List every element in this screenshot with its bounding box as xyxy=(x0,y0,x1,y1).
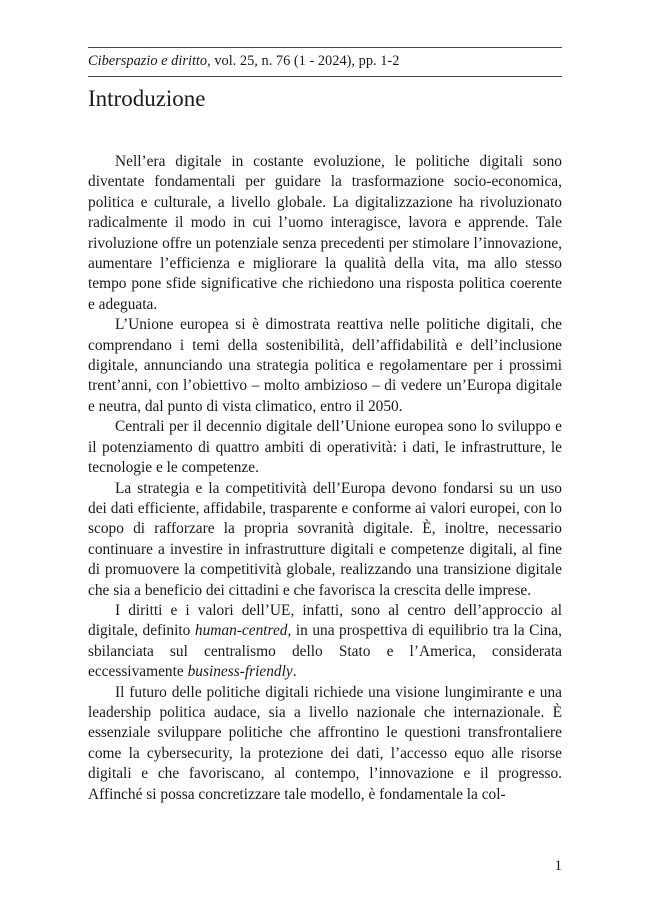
italic-term: business-friendly xyxy=(187,663,293,681)
paragraph-text: Nell’era digitale in costante evoluzione, le politiche digitali sono diventate fondamentali per guidare la trasformazione socio-economica, politica e culturale, a livello globale. La digitalizzazione ha rivoluzionato radicalmente il modo in cui l’uomo interagisce, lavora e apprende. Tale rivoluzione offre un potenziale senza precedenti per stimolare l’innovazione, aumentare l’efficienza e migliorare la qualità della vita, ma allo stesso tempo pone sfide significative che richiedono una risposta politica coerente e adeguata. xyxy=(88,153,562,313)
body-paragraph xyxy=(88,479,562,601)
paragraph-text: Centrali per il decennio digitale dell’Unione europea sono lo sviluppo e il potenziamento di quattro ambiti di operatività: i dati, le infrastrutture, le tecnologie e le competenze. xyxy=(88,418,562,477)
journal-citation: , vol. 25, n. 76 (1 - 2024), pp. 1-2 xyxy=(207,53,400,69)
header-rule-bottom xyxy=(88,76,562,77)
running-head xyxy=(88,52,562,70)
body-paragraph xyxy=(88,417,562,478)
paragraph-text: I diritti e i valori dell’UE, infatti, sono al centro dell’approccio al digitale, definito xyxy=(88,601,562,640)
italic-term: human-centred xyxy=(194,622,288,640)
page-number: 1 xyxy=(554,858,562,874)
paragraph-text: La strategia e la competitività dell’Europa devono fondarsi su un uso dei dati efficiente, affidabile, trasparente e conforme ai valori europei, con lo scopo di rafforzare la propria sovranità digitale. È, inoltre, necessario continuare a investire in infrastrutture digitali e competenze digitali, al fine di promuovere la competitività globale, realizzando una transizione digitale che sia a beneficio dei cittadini e che favorisca la crescita delle imprese. xyxy=(88,479,562,599)
paragraph-text: , in una prospettiva di equilibrio tra la Cina, sbilanciata sul centralismo dello Stato e l’America, considerata eccessivamente xyxy=(88,622,563,681)
body-paragraph xyxy=(88,601,562,683)
chapter-title: Introduzione xyxy=(88,86,206,111)
body-paragraph xyxy=(88,683,562,805)
body-paragraph xyxy=(88,315,562,417)
paragraph-text: L’Unione europea si è dimostrata reattiva nelle politiche digitali, che comprendano i temi della sostenibilità, dell’affidabilità e dell’inclusione digitale, annunciando una strategia politica e regolamentare per i prossimi trent’anni, con l’obiettivo – molto ambizioso – di vedere un’Europa digitale e neutra, dal punto di vista climatico, entro il 2050. xyxy=(88,316,562,415)
body-text xyxy=(88,152,562,805)
header-rule-top xyxy=(88,47,562,48)
paragraph-text: Il futuro delle politiche digitali richiede una visione lungimirante e una leadership politica audace, sia a livello nazionale che internazionale. È essenziale sviluppare politiche che affrontino le questioni transfrontaliere come la cybersecurity, la protezione dei dati, l’accesso equo alle risorse digitali e che favoriscano, al contempo, l’innovazione e il progresso. Affinché si possa concretizzare tale modello, è fondamentale la col- xyxy=(88,683,562,803)
journal-title: Ciberspazio e diritto xyxy=(88,53,208,69)
body-paragraph xyxy=(88,152,562,315)
paragraph-text: . xyxy=(292,663,297,681)
